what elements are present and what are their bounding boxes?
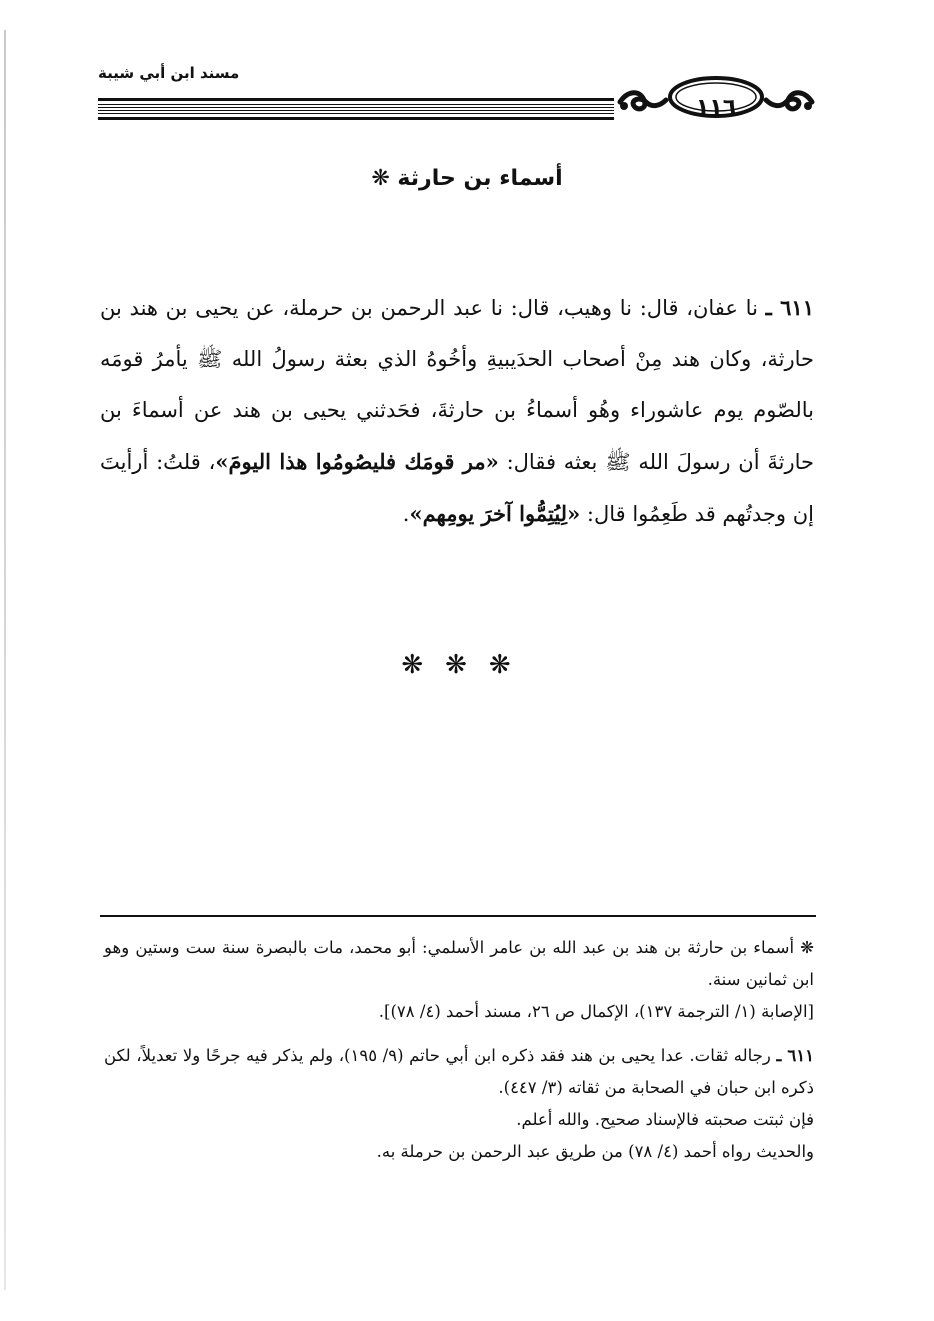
- hadith-text: [100, 282, 814, 540]
- footnote-grading-conclusion: فإن ثبتت صحبته فالإسناد صحيح. والله أعلم.: [516, 1110, 814, 1129]
- hadith-number: ٦١١ ـ: [765, 295, 814, 320]
- header-rules: [98, 98, 614, 122]
- footnotes: [104, 932, 814, 1180]
- running-title: مسند ابن أبي شيبة: [98, 64, 240, 82]
- page-number: ١١٦: [695, 94, 737, 120]
- footnote-divider: [100, 915, 816, 917]
- footnote-biography-text: ❋ أسماء بن حارثة بن هند بن عبد الله بن عامر الأسلمي: أبو محمد، مات بالبصرة سنة ست وستين وهو ابن ثمانين سنة.: [104, 938, 814, 989]
- hadith-text-part1: نا عفان، قال: نا وهيب، قال: نا عبد الرحمن بن حرملة، عن يحيى بن هند بن حارثة، وكان هند مِنْ أصحاب الحدَيبيةِ وأخُوهُ الذي بعثة رسولُ الله ﷺ يأمرُ قومَه بالصّوم يوم عاشوراء وهُو أسماءُ بن حارثةَ، فحَدثني يحيى بن هند عن أسماءَ بن حارثةَ أن رسولَ الله ﷺ بعثه فقال:: [100, 296, 814, 474]
- section-separator: ❋❋❋: [401, 650, 533, 680]
- footnote-hadith-grading: [104, 1040, 814, 1168]
- section-title: أسماء بن حارثة ❋: [371, 166, 563, 191]
- page-header: [98, 60, 818, 130]
- page-number-ornament: [614, 72, 818, 122]
- footnote-hadith-number: ٦١١ ـ: [776, 1046, 814, 1065]
- hadith-text-part3: .: [402, 502, 410, 526]
- hadith-text-part2: ، قلتُ: أرأيتَ إن وجدتُهم قد طَعِمُوا قال:: [100, 450, 814, 526]
- footnote-biography-sources: [الإصابة (١/ الترجمة ١٣٧)، الإكمال ص ٢٦، مسند أحمد (٤/ ٧٨)].: [378, 1002, 814, 1021]
- footnote-biography: [104, 932, 814, 1028]
- footnote-grading-text: رجاله ثقات. عدا يحيى بن هند فقد ذكره ابن أبي حاتم (٩/ ١٩٥)، ولم يذكر فيه جرحًا ولا تعديلاً، لكن ذكره ابن حبان في الصحابة من ثقاته (٣/ ٤٤٧).: [104, 1046, 814, 1097]
- hadith-quote-2: «لِيُتِمُّوا آخرَ يومِهم»: [409, 501, 581, 526]
- hadith-quote-1: «مر قومَك فليصُومُوا هذا اليومَ»: [215, 449, 499, 474]
- footnote-grading-source: والحديث رواه أحمد (٤/ ٧٨) من طريق عبد الرحمن بن حرملة به.: [376, 1142, 814, 1161]
